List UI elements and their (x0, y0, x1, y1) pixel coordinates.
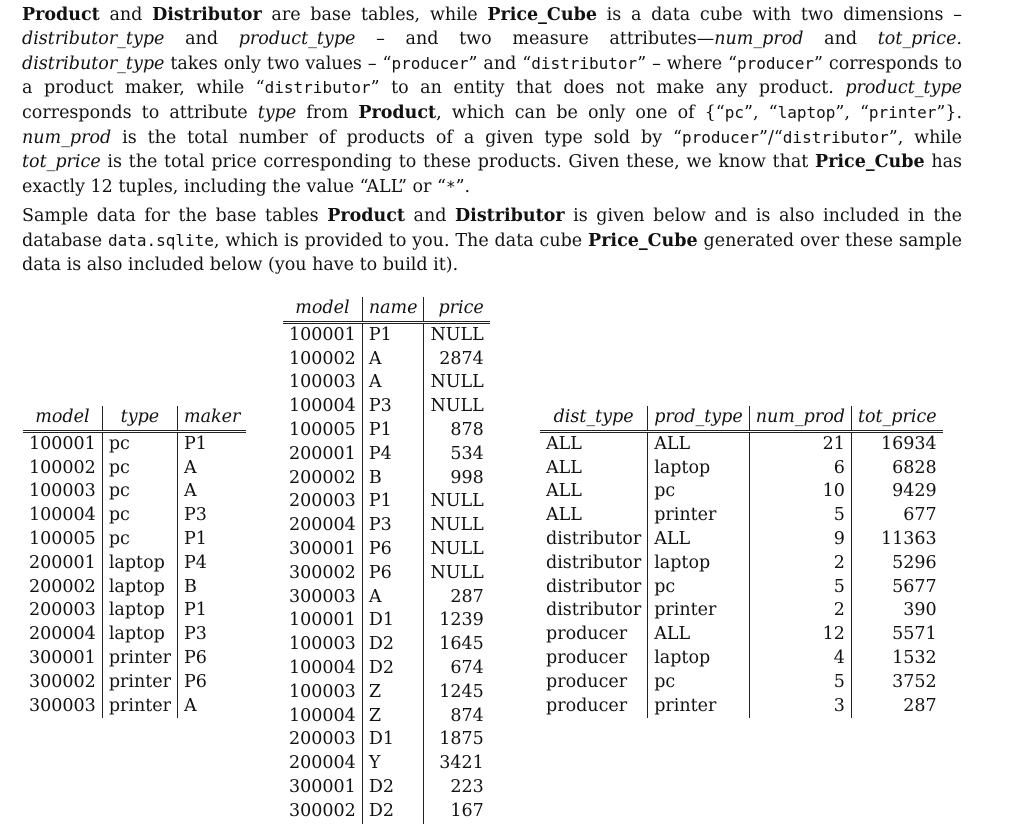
intro-paragraph (22, 4, 962, 199)
table-row (23, 671, 246, 695)
table-row (23, 457, 246, 481)
table-cell: laptop (648, 647, 750, 671)
text-span: Price_Cube (588, 230, 698, 251)
text-span: are base tables, while (261, 5, 488, 25)
column-header: price (424, 297, 490, 322)
table-cell: 223 (424, 776, 490, 800)
table-cell: 878 (424, 419, 490, 443)
text-span: Product (327, 206, 405, 226)
table-row (283, 562, 490, 586)
table-cell: 12 (749, 623, 851, 647)
table-cell: 300003 (289, 586, 356, 607)
text-span: ”, while (888, 127, 962, 148)
table-row (23, 647, 246, 671)
text-span: ” corresponds to a product maker, while “ (22, 53, 962, 99)
column-header: name (362, 297, 424, 322)
table-cell: 5571 (851, 623, 942, 647)
table-row (283, 800, 490, 824)
table-cell: 534 (424, 443, 490, 467)
table-row (540, 528, 943, 552)
table-cell: laptop (648, 552, 750, 576)
table-cell: D2 (362, 800, 424, 824)
table-cell: distributor (546, 552, 642, 573)
text-span: product_type (845, 78, 962, 99)
table-row (283, 752, 490, 776)
text-span: Distributor (455, 206, 565, 226)
text-span: Price_Cube (815, 151, 925, 172)
table-cell: 100001 (289, 324, 356, 345)
table-row (283, 467, 490, 491)
table-cell: 100001 (289, 610, 356, 631)
table-cell: ALL (648, 431, 750, 456)
table-row (283, 728, 490, 752)
text-span: producer (736, 53, 815, 73)
text-span: , which can be only one of {“ (436, 103, 725, 124)
table-cell: 300002 (289, 800, 356, 821)
text-span: printer (868, 103, 937, 123)
table-cell: 677 (851, 504, 942, 528)
text-span: is a data cube with two dimensions – (596, 5, 962, 25)
table-cell: NULL (424, 322, 490, 347)
text-span: Distributor (152, 5, 262, 25)
text-span: ” – where “ (637, 53, 737, 74)
table-cell: 9 (749, 528, 851, 552)
table-cell: pc (648, 671, 750, 695)
table-header-row (283, 297, 490, 322)
price-cube-table (540, 406, 943, 718)
text-span: and (99, 5, 153, 25)
table-row (283, 419, 490, 443)
table-header-row (540, 406, 943, 431)
table-cell: printer (648, 695, 750, 719)
table-cell: P3 (362, 514, 424, 538)
table-cell: printer (648, 599, 750, 623)
table-cell: 300001 (289, 776, 356, 797)
text-span: distributor (782, 127, 889, 147)
text-span: type (257, 103, 297, 124)
table-row (283, 705, 490, 729)
table-row (283, 657, 490, 681)
column-header: type (102, 406, 177, 431)
text-span: laptop (777, 103, 836, 123)
table-cell: 200003 (29, 600, 96, 621)
text-span: has exactly 12 tuples, including the value “ALL” or “ (22, 151, 963, 197)
column-header: dist_type (540, 406, 648, 431)
table-cell: Z (362, 705, 424, 729)
table-row (540, 480, 943, 504)
table-cell: 21 (749, 431, 851, 456)
table-row (283, 586, 490, 610)
table-cell: laptop (102, 599, 177, 623)
table-row (23, 480, 246, 504)
table-cell: 100002 (289, 348, 356, 369)
table-row (23, 431, 246, 456)
table-cell: 3 (749, 695, 851, 719)
text-span: corresponds to attribute (22, 103, 258, 124)
table-cell: NULL (424, 514, 490, 538)
table-cell: producer (546, 695, 628, 716)
table-cell: D2 (362, 776, 424, 800)
text-span: Product (358, 103, 437, 124)
table-cell: laptop (102, 623, 177, 647)
table-cell: P1 (362, 490, 424, 514)
table-row (283, 681, 490, 705)
table-cell: D2 (362, 657, 424, 681)
table-cell: NULL (424, 538, 490, 562)
table-cell: 200004 (29, 624, 96, 645)
table-row (283, 514, 490, 538)
table-cell: distributor (546, 576, 642, 597)
text-span: ”}. (936, 103, 963, 124)
product-table (23, 406, 246, 718)
table-cell: pc (102, 504, 177, 528)
table-cell: 1239 (424, 609, 490, 633)
table-cell: D1 (362, 609, 424, 633)
table-row (283, 490, 490, 514)
table-cell: 100005 (29, 528, 96, 549)
table-cell: 300002 (289, 562, 356, 583)
table-cell: A (178, 480, 247, 504)
table-cell: 11363 (851, 528, 942, 552)
table-cell: laptop (648, 457, 750, 481)
table-cell: 100003 (29, 481, 96, 502)
table-cell: 1875 (424, 728, 490, 752)
table-cell: ALL (648, 528, 750, 552)
table-cell: P1 (178, 431, 247, 456)
column-header: model (23, 406, 102, 431)
table-cell: 200003 (289, 729, 356, 750)
table-row (283, 443, 490, 467)
table-cell: printer (102, 695, 177, 719)
table-row (540, 671, 943, 695)
table-row (23, 576, 246, 600)
table-cell: A (362, 348, 424, 372)
table-cell: 200001 (29, 552, 96, 573)
sample-data-paragraph (22, 205, 962, 277)
table-cell: NULL (424, 395, 490, 419)
text-span: ”. (455, 176, 471, 197)
table-cell: 1245 (424, 681, 490, 705)
table-cell: P3 (362, 395, 424, 419)
table-cell: 6 (749, 457, 851, 481)
table-cell: 100004 (289, 657, 356, 678)
table-row (23, 552, 246, 576)
table-cell: printer (102, 671, 177, 695)
table-cell: P1 (362, 419, 424, 443)
table-row (283, 633, 490, 657)
table-cell: 4 (749, 647, 851, 671)
table-cell: producer (546, 671, 628, 692)
table-cell: NULL (424, 562, 490, 586)
table-cell: 6828 (851, 457, 942, 481)
table-cell: 2 (749, 552, 851, 576)
table-cell: 998 (424, 467, 490, 491)
table-cell: distributor (546, 600, 642, 621)
table-cell: P1 (362, 322, 424, 347)
text-span: distributor_type (22, 28, 165, 49)
table-cell: 200001 (289, 443, 356, 464)
table-cell: 100003 (289, 372, 356, 393)
table-cell: pc (102, 528, 177, 552)
table-cell: A (362, 586, 424, 610)
text-span: product_type (238, 28, 356, 49)
table-cell: ALL (546, 457, 582, 478)
table-cell: 300003 (29, 695, 96, 716)
table-cell: 100003 (289, 681, 356, 702)
table-row (283, 371, 490, 395)
table-cell: pc (648, 480, 750, 504)
table-cell: ALL (546, 433, 582, 454)
table-cell: 1645 (424, 633, 490, 657)
table-cell: P3 (178, 504, 247, 528)
table-cell: 874 (424, 705, 490, 729)
text-span: ”, “ (744, 103, 778, 124)
table-row (23, 528, 246, 552)
column-header: model (283, 297, 362, 322)
table-cell: 3421 (424, 752, 490, 776)
column-header: tot_price (851, 406, 942, 431)
table-cell: 5 (749, 576, 851, 600)
text-span: Product (22, 5, 100, 25)
table-cell: ALL (648, 623, 750, 647)
table-cell: 100004 (289, 705, 356, 726)
distributor-table (283, 297, 490, 824)
table-cell: P6 (178, 671, 247, 695)
table-cell: 5677 (851, 576, 942, 600)
text-span: Price_Cube (487, 5, 597, 25)
table-cell: P4 (178, 552, 247, 576)
table-cell: P6 (362, 562, 424, 586)
text-span: and (803, 28, 878, 49)
text-span: is given below and is also included in the database (22, 206, 962, 251)
table-cell: 100004 (29, 505, 96, 526)
column-header: num_prod (749, 406, 851, 431)
table-row (540, 576, 943, 600)
table-cell: P1 (178, 528, 247, 552)
text-span: ”, “ (835, 103, 869, 124)
table-cell: 200004 (289, 515, 356, 536)
table-cell: 3752 (851, 671, 942, 695)
text-span: and (164, 28, 239, 49)
table-cell: Y (362, 752, 424, 776)
table-row (283, 348, 490, 372)
table-cell: NULL (424, 490, 490, 514)
table-cell: A (362, 371, 424, 395)
table-row (23, 695, 246, 719)
table-cell: P3 (178, 623, 247, 647)
table-row (540, 695, 943, 719)
table-cell: 2 (749, 599, 851, 623)
table-row (540, 552, 943, 576)
table-cell: 10 (749, 480, 851, 504)
text-span: generated over these sample data is also included below (you have to build it). (22, 230, 963, 275)
table-cell: 100002 (29, 457, 96, 478)
table-cell: Z (362, 681, 424, 705)
column-header: prod_type (648, 406, 750, 431)
text-span: tot_price (22, 151, 101, 172)
table-row (283, 538, 490, 562)
table-cell: 5296 (851, 552, 942, 576)
table-cell: A (178, 457, 247, 481)
text-span: distributor (531, 53, 638, 73)
table-row (23, 623, 246, 647)
table-row (283, 609, 490, 633)
text-span: data.sqlite (107, 230, 214, 250)
table-row (283, 322, 490, 347)
table-row (283, 395, 490, 419)
table-row (23, 599, 246, 623)
table-row (283, 776, 490, 800)
table-cell: printer (648, 504, 750, 528)
text-span: ” to an entity that does not make any product. (370, 78, 846, 99)
text-span: ”/“ (759, 127, 783, 148)
table-cell: 1532 (851, 647, 942, 671)
table-cell: B (362, 467, 424, 491)
table-row (23, 504, 246, 528)
table-cell: 5 (749, 671, 851, 695)
table-cell: A (178, 695, 247, 719)
table-cell: laptop (102, 576, 177, 600)
text-span: producer (681, 127, 759, 147)
text-span: num_prod (714, 28, 804, 49)
table-cell: ALL (546, 481, 582, 502)
table-cell: D2 (362, 633, 424, 657)
table-cell: 100004 (289, 396, 356, 417)
column-header: maker (178, 406, 247, 431)
text-span: distributor (264, 78, 371, 98)
table-cell: 300002 (29, 671, 96, 692)
table-cell: 100005 (289, 419, 356, 440)
table-row (540, 623, 943, 647)
table-header-row (23, 406, 246, 431)
table-cell: 2874 (424, 348, 490, 372)
table-row (540, 647, 943, 671)
table-cell: pc (102, 480, 177, 504)
table-cell: B (178, 576, 247, 600)
table-cell: 200004 (289, 753, 356, 774)
table-row (540, 599, 943, 623)
table-cell: 5 (749, 504, 851, 528)
table-cell: 390 (851, 599, 942, 623)
table-cell: 100001 (29, 433, 96, 454)
table-cell: 9429 (851, 480, 942, 504)
text-span: distributor_type (22, 53, 165, 74)
table-cell: pc (102, 431, 177, 456)
table-cell: 287 (851, 695, 942, 719)
table-cell: 167 (424, 800, 490, 824)
table-row (540, 504, 943, 528)
text-span: producer (391, 53, 469, 73)
table-cell: printer (102, 647, 177, 671)
table-row (540, 457, 943, 481)
table-cell: distributor (546, 528, 642, 549)
table-cell: 300001 (289, 538, 356, 559)
table-cell: P1 (178, 599, 247, 623)
text-span: and (404, 206, 455, 226)
text-span: is the total price corresponding to these products. Given these, we know that (100, 151, 816, 172)
table-cell: P6 (362, 538, 424, 562)
text-span: pc (724, 103, 745, 123)
table-cell: NULL (424, 371, 490, 395)
table-cell: 300001 (29, 647, 96, 668)
text-span: is the total number of products of a given type sold by “ (111, 127, 682, 148)
table-cell: laptop (102, 552, 177, 576)
text-span: tot_price. (877, 28, 962, 49)
text-span: – and two measure attributes— (355, 28, 715, 49)
table-cell: 287 (424, 586, 490, 610)
text-span: * (445, 176, 456, 196)
table-cell: P6 (178, 647, 247, 671)
table-cell: 16934 (851, 431, 942, 456)
table-cell: pc (102, 457, 177, 481)
table-cell: P4 (362, 443, 424, 467)
table-cell: D1 (362, 728, 424, 752)
table-cell: ALL (546, 505, 582, 526)
table-row (540, 431, 943, 456)
table-cell: producer (546, 647, 628, 668)
table-cell: pc (648, 576, 750, 600)
table-cell: 674 (424, 657, 490, 681)
text-span: Sample data for the base tables (22, 206, 328, 226)
table-cell: producer (546, 624, 628, 645)
table-cell: 200002 (289, 467, 356, 488)
table-cell: 200002 (29, 576, 96, 597)
text-span: ” and “ (468, 53, 532, 74)
text-span: from (296, 103, 359, 124)
table-cell: 200003 (289, 491, 356, 512)
text-span: , which is provided to you. The data cube (213, 230, 589, 251)
table-cell: 100003 (289, 634, 356, 655)
text-span: num_prod (22, 127, 112, 148)
text-span: takes only two values – “ (164, 53, 392, 74)
